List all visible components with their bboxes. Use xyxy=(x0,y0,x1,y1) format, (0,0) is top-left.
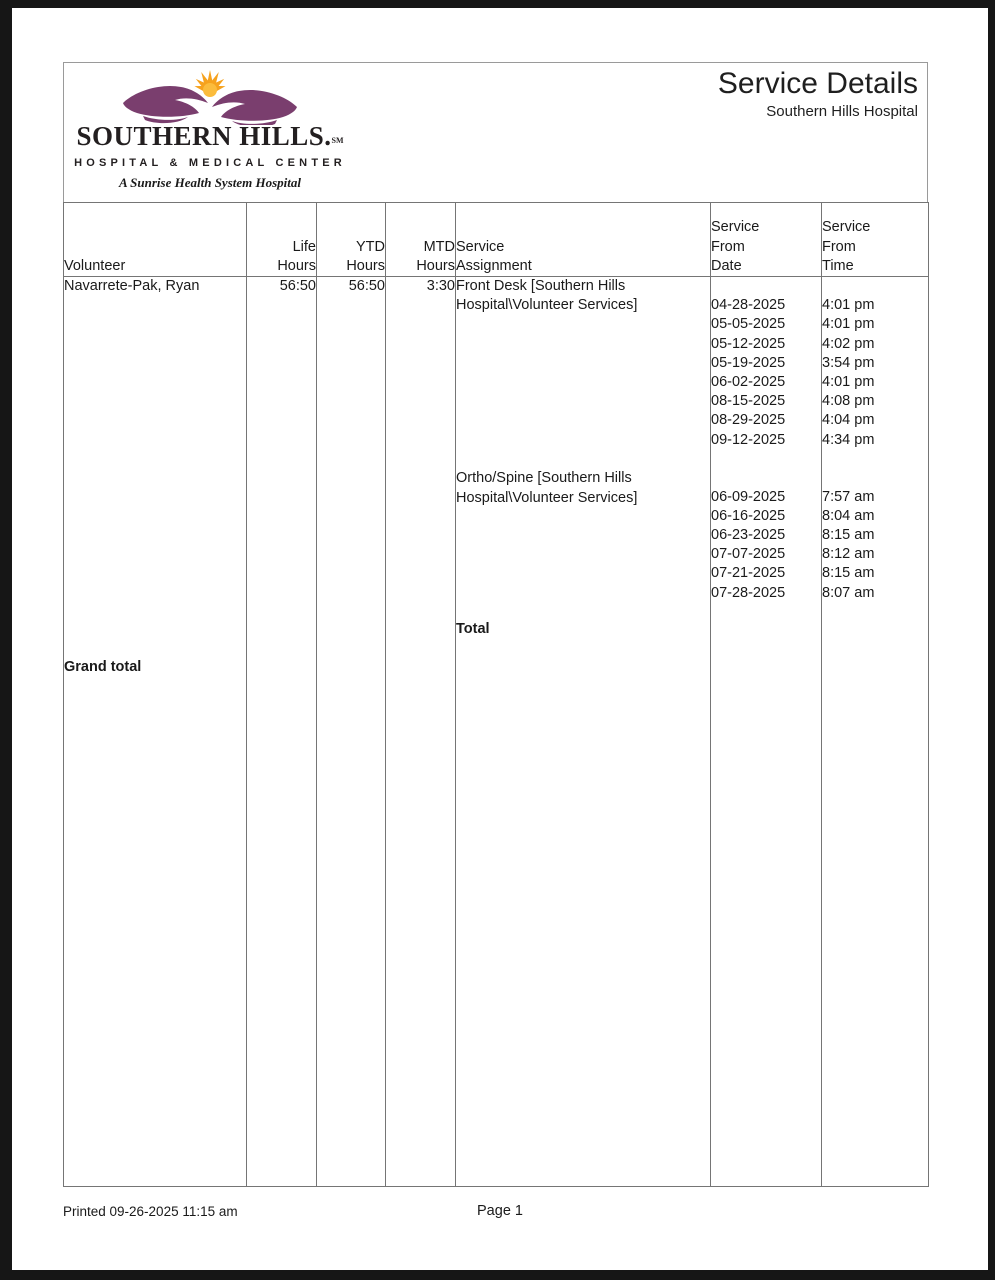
service-date: 09-12-2025 xyxy=(711,431,786,448)
service-time: 4:01 pm xyxy=(822,297,875,314)
service-date: 06-23-2025 xyxy=(711,527,786,544)
service-time: 4:08 pm xyxy=(822,393,875,410)
col-header-volunteer-label: Volunteer xyxy=(64,257,126,274)
service-date: 06-16-2025 xyxy=(711,507,786,524)
service-from-date-cell xyxy=(711,277,822,1187)
col-header-mtd-line2: Hours xyxy=(416,257,455,274)
col-header-time-line2: From xyxy=(822,238,856,255)
service-date: 07-07-2025 xyxy=(711,546,786,563)
letterhead-box xyxy=(63,62,928,203)
col-header-assignment-line2: Assignment xyxy=(456,257,532,274)
logo-wordmark-text: SOUTHERN HILLS. xyxy=(76,121,332,151)
col-header-time-line1: Service xyxy=(822,219,871,236)
service-time: 8:15 am xyxy=(822,565,875,582)
logo-subtext: HOSPITAL & MEDICAL CENTER xyxy=(74,157,346,169)
service-time: 8:15 am xyxy=(822,527,875,544)
col-header-assignment-line1: Service xyxy=(456,238,505,255)
service-time: 4:02 pm xyxy=(822,335,875,352)
col-header-service-from-time xyxy=(822,203,929,277)
service-time: 8:04 am xyxy=(822,507,875,524)
logo-wordmark xyxy=(74,123,346,154)
col-header-mtd-line1: MTD xyxy=(423,238,455,255)
service-time: 4:01 pm xyxy=(822,373,875,390)
service-time: 4:34 pm xyxy=(822,431,875,448)
service-date: 05-12-2025 xyxy=(711,335,786,352)
service-assignment-2: Ortho/Spine [Southern Hills Hospital\Volunteer Services] xyxy=(456,470,638,506)
service-time: 8:07 am xyxy=(822,584,875,601)
ytd-hours-value: 56:50 xyxy=(348,278,385,294)
grand-total-label: Grand total xyxy=(64,659,142,676)
mtd-hours-value: 3:30 xyxy=(426,278,455,294)
report-page xyxy=(12,8,988,1270)
service-date: 07-21-2025 xyxy=(711,565,786,582)
col-header-ytd-line1: YTD xyxy=(356,238,385,255)
logo-trademark: SM xyxy=(331,136,344,145)
sun-hands-logo-icon xyxy=(115,69,305,125)
service-date: 06-09-2025 xyxy=(711,488,786,505)
service-date: 05-19-2025 xyxy=(711,354,786,371)
service-time: 4:01 pm xyxy=(822,316,875,333)
table-header-row xyxy=(64,203,929,277)
col-header-mtd-hours xyxy=(386,203,456,277)
col-header-date-line2: From xyxy=(711,238,745,255)
mtd-hours-cell xyxy=(386,277,456,1187)
service-date: 06-02-2025 xyxy=(711,373,786,390)
life-hours-value: 56:50 xyxy=(279,278,316,294)
service-date: 05-05-2025 xyxy=(711,316,786,333)
volunteer-name: Navarrete-Pak, Ryan xyxy=(64,278,200,294)
col-header-date-line1: Service xyxy=(711,219,760,236)
service-assignment-cell xyxy=(456,277,711,1187)
sun-icon xyxy=(194,70,227,97)
col-header-time-line3: Time xyxy=(822,257,854,274)
page-number: Page 1 xyxy=(477,1203,523,1219)
col-header-service-from-date xyxy=(711,203,822,277)
ytd-hours-cell xyxy=(317,277,386,1187)
logo-tagline: A Sunrise Health System Hospital xyxy=(118,175,302,190)
report-subtitle: Southern Hills Hospital xyxy=(766,103,918,120)
hospital-logo xyxy=(74,69,346,191)
report-title: Service Details xyxy=(717,67,918,100)
service-time: 4:04 pm xyxy=(822,412,875,429)
service-date: 04-28-2025 xyxy=(711,297,786,314)
report-title-block xyxy=(718,66,918,121)
service-time: 7:57 am xyxy=(822,488,875,505)
service-from-time-cell xyxy=(822,277,929,1187)
col-header-service-assignment xyxy=(456,203,711,277)
col-header-life-line2: Hours xyxy=(277,257,316,274)
service-time: 8:12 am xyxy=(822,546,875,563)
col-header-date-line3: Date xyxy=(711,257,742,274)
service-date: 07-28-2025 xyxy=(711,584,786,601)
life-hours-cell xyxy=(247,277,317,1187)
service-time: 3:54 pm xyxy=(822,354,875,371)
col-header-ytd-hours xyxy=(317,203,386,277)
service-date: 08-29-2025 xyxy=(711,412,786,429)
col-header-volunteer xyxy=(64,203,247,277)
col-header-life-line1: Life xyxy=(292,238,316,255)
col-header-life-hours xyxy=(247,203,317,277)
service-assignment-1: Front Desk [Southern Hills Hospital\Volunteer Services] xyxy=(456,278,638,314)
service-details-table xyxy=(63,202,929,1187)
table-body-row xyxy=(64,277,929,1187)
total-label: Total xyxy=(456,620,490,637)
volunteer-cell xyxy=(64,277,247,1187)
printed-timestamp: Printed 09-26-2025 11:15 am xyxy=(63,1204,238,1219)
service-date: 08-15-2025 xyxy=(711,393,786,410)
col-header-ytd-line2: Hours xyxy=(346,257,385,274)
